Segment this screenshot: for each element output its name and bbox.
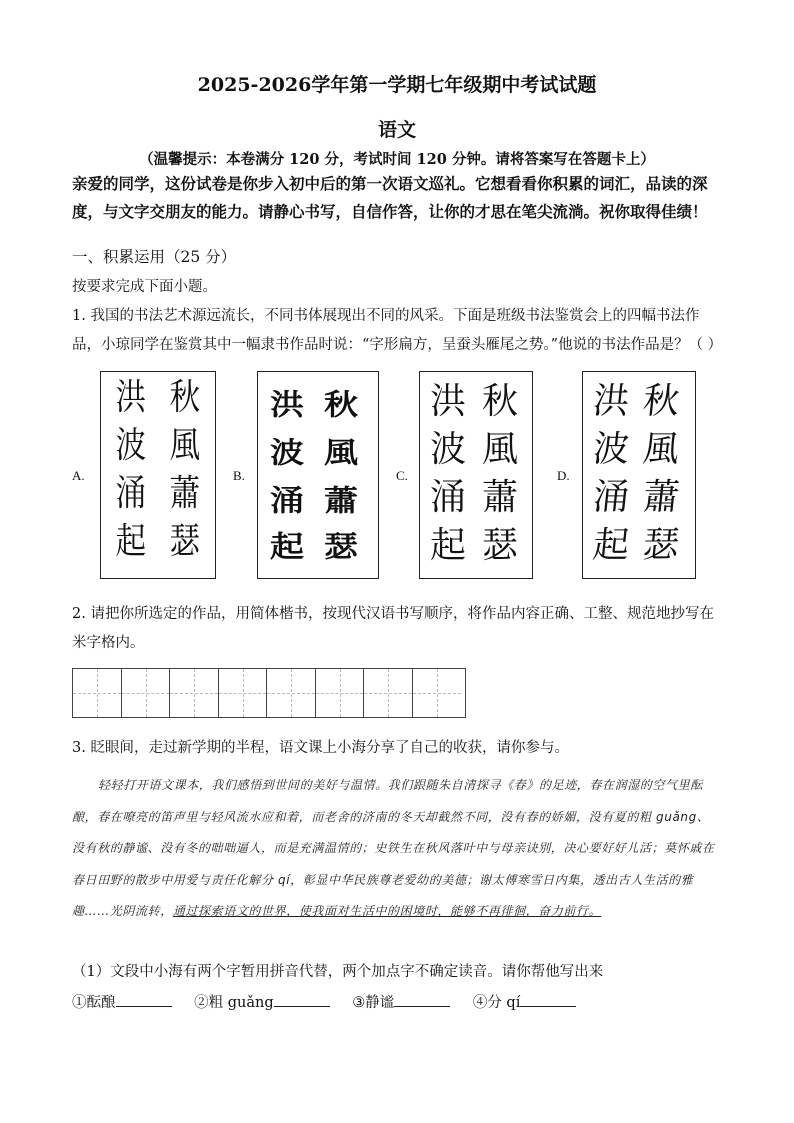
passage-underlined-sentence: 通过探索语文的世界，使我面对生活中的困境时，能够不再徘徊，奋力前行。 <box>172 904 602 918</box>
subject-title: 语文 <box>377 119 416 141</box>
option-c-char: 洪 <box>430 381 467 422</box>
option-d-char: 風 <box>640 429 682 470</box>
subquestion-1-text: （1）文段中小海有两个字暂用拼音代替，两个加点字不确定读音。请你帮他写出来 <box>72 964 604 980</box>
option-d-letter: D. <box>557 468 570 483</box>
answer-blank[interactable] <box>116 992 172 1007</box>
grid-cell[interactable] <box>413 669 462 717</box>
option-a-char: 洪 <box>115 377 145 418</box>
option-d-char: 瑟 <box>640 525 682 566</box>
answer-blank[interactable] <box>274 992 330 1007</box>
option-a-char: 蕭 <box>169 473 199 514</box>
option-c-calligraphy[interactable] <box>419 371 533 579</box>
exam-title: 2025-2026学年第一学期七年级期中考试试题 <box>197 74 597 96</box>
option-a-char: 起 <box>115 521 145 562</box>
option-a-char: 風 <box>169 425 199 466</box>
option-a-char: 涌 <box>115 473 145 514</box>
option-b-char: 瑟 <box>324 530 358 564</box>
option-b-char: 風 <box>324 436 358 470</box>
option-a-char: 秋 <box>169 377 199 418</box>
option-d-calligraphy[interactable] <box>582 371 696 579</box>
option-d-char: 波 <box>590 429 632 470</box>
option-c-char: 蕭 <box>482 477 519 518</box>
answer-blank[interactable] <box>394 992 450 1007</box>
blank-label: ③静谧 <box>352 995 395 1011</box>
grid-cell[interactable] <box>170 669 219 717</box>
option-d-char: 涌 <box>590 477 632 518</box>
option-c-char: 波 <box>430 429 467 470</box>
option-c-char: 瑟 <box>482 525 519 566</box>
grid-cell[interactable] <box>122 669 171 717</box>
reading-passage <box>72 770 722 928</box>
option-c-letter: C. <box>396 468 408 483</box>
blank-label: ②粗 guǎng <box>194 995 274 1011</box>
option-a-char: 波 <box>115 425 145 466</box>
option-d-char: 蕭 <box>640 477 682 518</box>
section-heading: 一、积累运用（25 分） <box>72 248 237 266</box>
option-b-char: 洪 <box>270 388 304 422</box>
option-b-letter: B. <box>233 468 245 483</box>
blank-label: ①酝酿 <box>72 995 116 1011</box>
option-a-letter: A. <box>72 468 85 483</box>
option-d-char: 秋 <box>640 381 682 422</box>
option-b-char: 秋 <box>324 388 358 422</box>
writing-grid[interactable] <box>72 668 466 718</box>
option-a-char: 瑟 <box>169 521 199 562</box>
grid-cell[interactable] <box>73 669 122 717</box>
question-1-text: 1. 我国的书法艺术源远流长，不同书体展现出不同的风采。下面是班级书法鉴赏会上的四幅书法作品，小琼同学在鉴赏其中一幅隶书作品时说：“字形扁方，呈蚕头雁尾之势。”他说的书法作品是？（ ） <box>72 308 723 353</box>
grid-cell[interactable] <box>316 669 365 717</box>
passage-text: 轻轻打开语文课本，我们感悟到世间的美好与温情。我们跟随朱自清探寻《春》的足迹，春在润湿的空气里酝酿，春在嘹亮的笛声里与轻风流水应和着，而老舍的济南的冬天却截然不同，没有春的娇媚，没有夏的粗 guǎng、没有秋的静谧、没有冬的咄咄逼人，而是充满温情的；史铁生在秋风落叶中与母亲诀别，决心要好好儿活；莫怀戚在春日田野的散步中用爱与责任化解分 qí，彰显中华民族尊老爱幼的美德；谢太傅寒雪日内集，透出古人生活的雅趣……光阴流转， <box>72 778 715 918</box>
option-c-char: 風 <box>482 429 519 470</box>
grid-cell[interactable] <box>364 669 413 717</box>
option-d-char: 起 <box>590 525 632 566</box>
question-2-text: 2. 请把你所选定的作品，用简体楷书，按现代汉语书写顺序，将作品内容正确、工整、规范地抄写在米字格内。 <box>72 606 714 651</box>
option-a-calligraphy[interactable] <box>100 371 216 579</box>
blank-label: ④分 qí <box>472 995 521 1011</box>
question-3-text: 3. 眨眼间，走过新学期的半程，语文课上小海分享了自己的收获，请你参与。 <box>72 740 569 756</box>
option-b-char: 波 <box>270 436 304 470</box>
exam-tip: （温馨提示：本卷满分 120 分，考试时间 120 分钟。请将答案写在答题卡上） <box>139 151 655 168</box>
pinyin-blanks-row <box>72 991 594 1012</box>
option-b-char: 起 <box>270 530 304 564</box>
intro-paragraph: 亲爱的同学，这份试卷是你步入初中后的第一次语文巡礼。它想看看你积累的词汇，品读的深度，与文字交朋友的能力。请静心书写，自信作答，让你的才思在笔尖流淌。祝你取得佳绩！ <box>72 174 708 221</box>
answer-blank[interactable] <box>520 992 576 1007</box>
option-c-char: 涌 <box>430 477 467 518</box>
section-instruction: 按要求完成下面小题。 <box>72 279 217 295</box>
grid-cell[interactable] <box>219 669 268 717</box>
option-b-char: 蕭 <box>324 484 358 518</box>
option-c-char: 起 <box>430 525 467 566</box>
option-d-char: 洪 <box>590 381 632 422</box>
option-c-char: 秋 <box>482 381 519 422</box>
option-b-calligraphy[interactable] <box>257 371 379 579</box>
option-b-char: 涌 <box>270 484 304 518</box>
grid-cell[interactable] <box>267 669 316 717</box>
